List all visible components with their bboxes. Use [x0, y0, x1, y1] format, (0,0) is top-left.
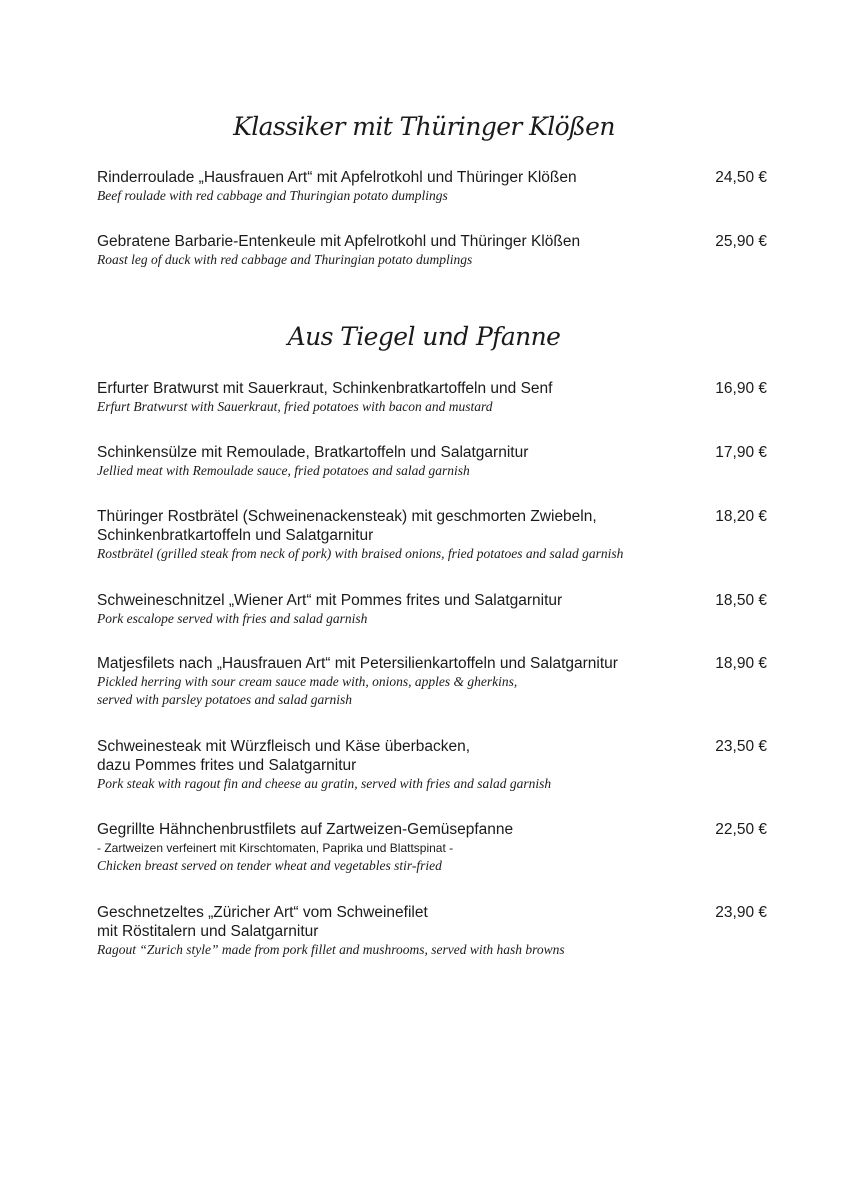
item-name-de: Schweineschnitzel „Wiener Art“ mit Pommes frites und Salatgarnitur [97, 592, 563, 609]
menu-item-schnitzel [97, 591, 767, 628]
menu-item-bratwurst [97, 379, 767, 416]
item-price: 23,50 € [715, 738, 767, 755]
item-name-en: Rostbrätel (grilled steak from neck of pork) with braised onions, fried potatoes and salad garnish [97, 546, 624, 561]
menu-item-rostbraetel [97, 507, 767, 563]
item-name-en-line2: served with parsley potatoes and salad garnish [97, 692, 352, 707]
item-price: 18,20 € [715, 508, 767, 525]
item-note: - Zartweizen verfeinert mit Kirschtomaten, Paprika und Blattspinat - [97, 841, 454, 855]
item-price: 16,90 € [715, 380, 767, 397]
item-name-de: Schinkensülze mit Remoulade, Bratkartoffeln und Salatgarnitur [97, 444, 529, 461]
menu-item-matjesfilets [97, 654, 767, 709]
item-name-en: Pork steak with ragout fin and cheese au gratin, served with fries and salad garnish [97, 776, 552, 791]
item-name-de: Gegrillte Hähnchenbrustfilets auf Zartweizen-Gemüsepfanne [97, 821, 514, 838]
item-name-de-line2: mit Röstitalern und Salatgarnitur [97, 923, 319, 940]
item-name-en: Ragout “Zurich style” made from pork fillet and mushrooms, served with hash browns [97, 942, 565, 957]
item-name-de-line2: dazu Pommes frites und Salatgarnitur [97, 757, 357, 774]
menu-item-schinkensuelze [97, 443, 767, 480]
item-name-en: Jellied meat with Remoulade sauce, fried potatoes and salad garnish [97, 463, 470, 478]
item-name-de: Thüringer Rostbrätel (Schweinenackensteak) mit geschmorten Zwiebeln, [97, 508, 597, 525]
item-name-en: Pork escalope served with fries and salad garnish [97, 611, 368, 626]
menu-item-entenkeule [97, 232, 767, 269]
item-name-de: Gebratene Barbarie-Entenkeule mit Apfelrotkohl und Thüringer Klößen [97, 233, 581, 250]
item-name-de-line2: Schinkenbratkartoffeln und Salatgarnitur [97, 527, 374, 544]
item-name-en: Chicken breast served on tender wheat and vegetables stir-fried [97, 858, 442, 873]
item-price: 18,90 € [715, 655, 767, 672]
item-price: 24,50 € [715, 169, 767, 186]
item-price: 25,90 € [715, 233, 767, 250]
menu-item-haehnchenbrust [97, 820, 767, 875]
menu-item-schweinesteak [97, 737, 767, 793]
item-name-de: Erfurter Bratwurst mit Sauerkraut, Schinkenbratkartoffeln und Senf [97, 380, 553, 397]
item-name-de: Rinderroulade „Hausfrauen Art“ mit Apfelrotkohl und Thüringer Klößen [97, 169, 577, 186]
item-name-en: Erfurt Bratwurst with Sauerkraut, fried potatoes with bacon and mustard [97, 399, 493, 414]
menu-item-geschnetzeltes [97, 903, 767, 959]
item-name-de: Matjesfilets nach „Hausfrauen Art“ mit Petersilienkartoffeln und Salatgarnitur [97, 655, 618, 672]
item-name-de: Schweinesteak mit Würzfleisch und Käse überbacken, [97, 738, 471, 755]
item-price: 23,90 € [715, 904, 767, 921]
item-price: 18,50 € [715, 592, 767, 609]
section-title-klassiker: Klassiker mit Thüringer Klößen [233, 112, 615, 141]
menu-item-rinderroulade [97, 168, 767, 205]
item-price: 17,90 € [715, 444, 767, 461]
item-name-en: Roast leg of duck with red cabbage and Thuringian potato dumplings [97, 252, 473, 267]
item-name-de: Geschnetzeltes „Züricher Art“ vom Schweinefilet [97, 904, 428, 921]
item-name-en: Pickled herring with sour cream sauce made with, onions, apples & gherkins, [97, 674, 518, 689]
item-price: 22,50 € [715, 821, 767, 838]
section-title-tiegel-pfanne: Aus Tiegel und Pfanne [287, 322, 561, 351]
item-name-en: Beef roulade with red cabbage and Thuringian potato dumplings [97, 188, 448, 203]
